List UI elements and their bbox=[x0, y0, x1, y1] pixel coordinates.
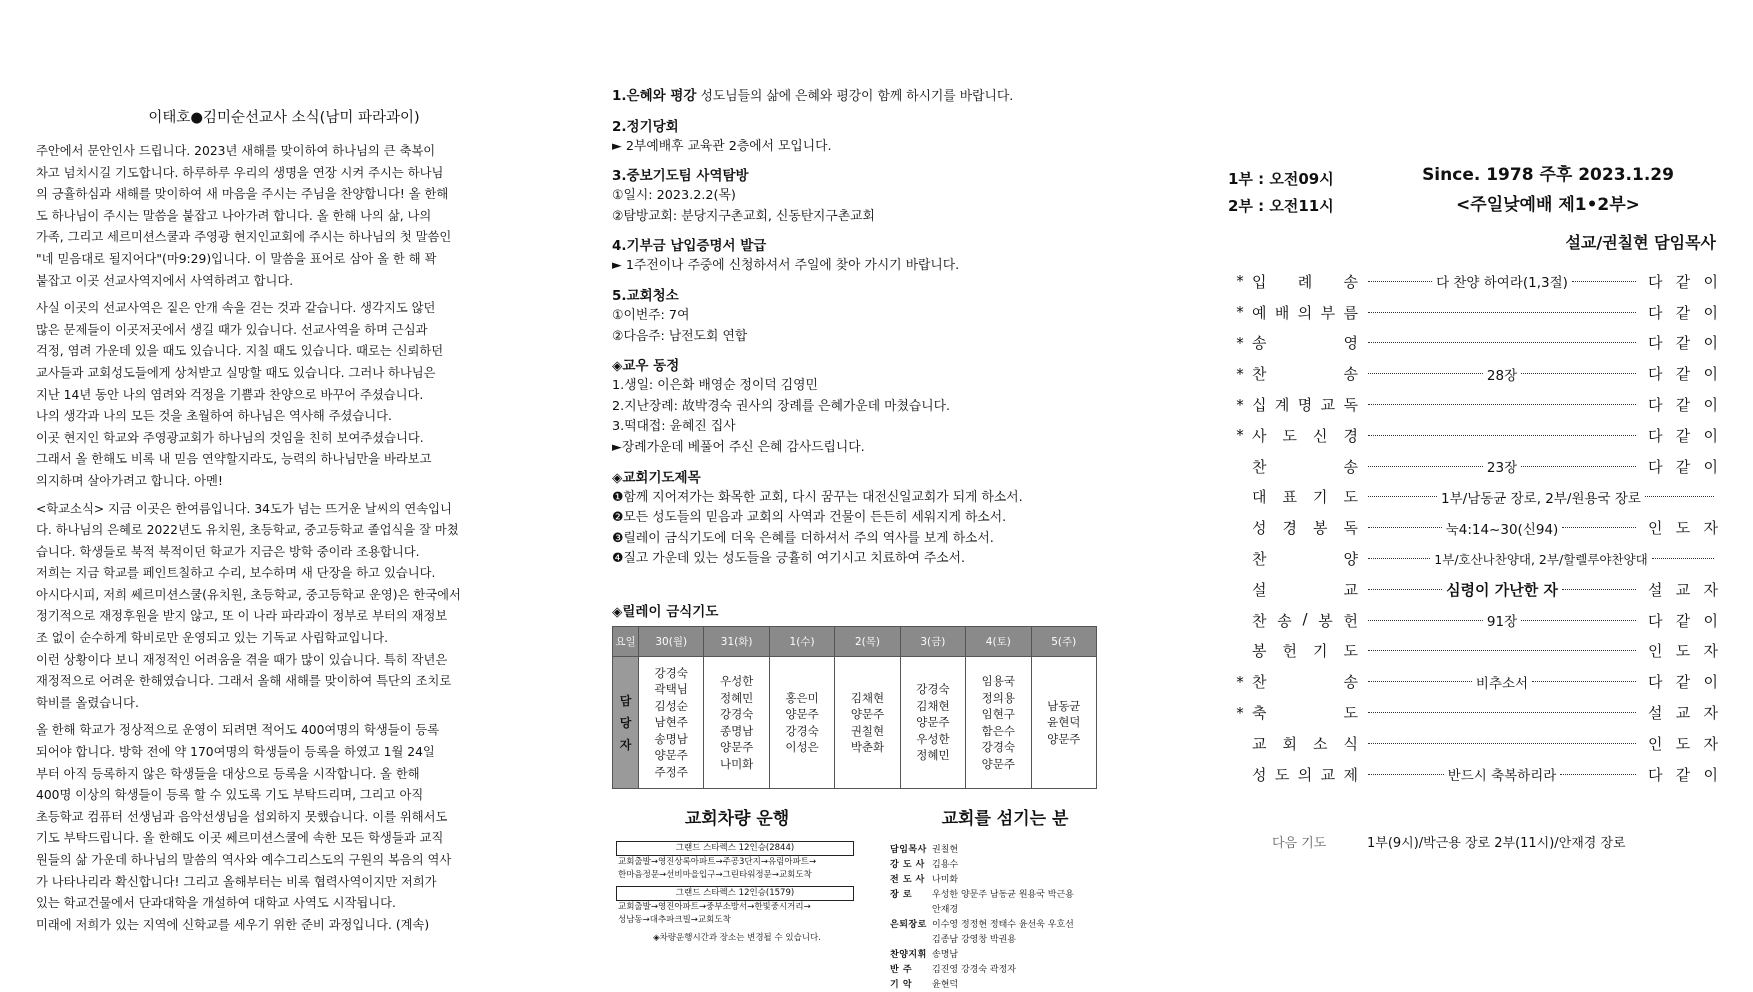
leader-dots bbox=[1521, 620, 1636, 621]
leader-dots bbox=[1368, 496, 1437, 497]
letter-line: 저희는 지금 학교를 페인트칠하고 수리, 보수하며 새 단장을 하고 있습니다. bbox=[36, 566, 436, 581]
standing-marker: * bbox=[1236, 272, 1244, 291]
service-time-2: 2부 : 오전11시 bbox=[1228, 197, 1334, 215]
servant-role bbox=[890, 933, 932, 948]
order-leader: 다 같 이 bbox=[1648, 426, 1718, 445]
next-prayer-label: 다음 기도 bbox=[1272, 836, 1327, 851]
service-title: <주일낮예배 제1•2부> bbox=[1456, 195, 1640, 215]
relay-header: 30(월) bbox=[639, 627, 704, 657]
announcement-line: ❹질고 가운데 있는 성도들을 긍휼히 여기시고 치료하여 주소서. bbox=[612, 551, 966, 567]
order-detail bbox=[1364, 342, 1640, 343]
missionary-letter bbox=[36, 106, 532, 942]
order-row bbox=[1228, 328, 1718, 359]
leader-dots bbox=[1521, 466, 1636, 467]
letter-line: 이곳 현지인 학교와 주영광교회가 하나님의 것임을 친히 보여주셨습니다. bbox=[36, 430, 424, 445]
servant-row bbox=[890, 858, 1120, 873]
relay-cell: 임용국 정의용 임현구 함은수 강경숙 양문주 bbox=[966, 657, 1031, 789]
order-row bbox=[1228, 666, 1718, 697]
letter-line: 400명 이상의 학생들이 등록 할 수 있도록 기도 부탁드리며, 그리고 아직 bbox=[36, 788, 424, 803]
order-row bbox=[1228, 543, 1718, 574]
servant-role: 찬양지휘 bbox=[890, 950, 927, 960]
leader-dots bbox=[1368, 281, 1432, 282]
servant-role: 반 주 bbox=[890, 965, 913, 975]
order-detail bbox=[1364, 712, 1640, 713]
leader-dots bbox=[1368, 312, 1636, 313]
letter-paragraph bbox=[36, 499, 532, 715]
servant-role: 전 도 사 bbox=[890, 875, 925, 885]
order-detail-text: 91장 bbox=[1486, 614, 1518, 631]
order-item: 찬 송 bbox=[1252, 673, 1358, 692]
letter-paragraph bbox=[36, 141, 532, 292]
order-item: 찬 송 bbox=[1252, 365, 1358, 384]
announcement-heading: 2.정기당회 bbox=[612, 118, 679, 135]
leader-dots bbox=[1368, 650, 1636, 651]
order-leader: 다 같 이 bbox=[1648, 365, 1718, 384]
relay-cell: 강경숙 곽택님 김성순 남현주 송명남 양문주 주정주 bbox=[639, 657, 704, 789]
church-servants bbox=[890, 804, 1120, 992]
order-item: 봉 헌 기 도 bbox=[1252, 642, 1358, 661]
servant-names: 김종남 강영창 박권용 bbox=[932, 935, 1016, 945]
letter-line: 미래에 저희가 있는 지역에 신학교를 세우기 위한 준비 과정입니다. (계속) bbox=[36, 917, 430, 932]
order-row bbox=[1228, 358, 1718, 389]
servant-row bbox=[890, 918, 1120, 933]
order-item: 입 례 송 bbox=[1252, 272, 1358, 291]
order-leader: 다 같 이 bbox=[1648, 611, 1718, 630]
letter-line: 올 한해 학교가 정상적으로 운영이 되려면 적어도 400여명의 학생들이 등록 bbox=[36, 723, 440, 738]
order-detail-text: 눅4:14~30(신94) bbox=[1445, 521, 1559, 538]
letter-line: 사실 이곳의 선교사역은 짙은 안개 속을 걷는 것과 같습니다. 생각지도 않던 bbox=[36, 301, 436, 316]
order-detail bbox=[1364, 487, 1718, 507]
relay-header: 1(수) bbox=[769, 627, 834, 657]
servant-names: 김용수 bbox=[932, 860, 959, 870]
leader-dots bbox=[1368, 342, 1636, 343]
order-detail-text: 1부/남동균 장로, 2부/원용국 장로 bbox=[1441, 490, 1641, 507]
order-detail bbox=[1364, 312, 1640, 313]
announcement-line: ►장례가운데 베풀어 주신 은혜 감사드립니다. bbox=[612, 439, 865, 455]
servant-names: 안재경 bbox=[932, 905, 959, 915]
order-detail bbox=[1364, 743, 1640, 744]
letter-line: 걱정, 염려 가운데 있을 때도 있습니다. 지칠 때도 있습니다. 때로는 신뢰하던 bbox=[36, 344, 444, 359]
servant-row bbox=[890, 933, 1120, 948]
order-detail bbox=[1364, 456, 1640, 476]
letter-line: 조 없이 순수하게 학비로만 운영되고 있는 기독교 사립학교입니다. bbox=[36, 631, 388, 646]
letter-paragraph bbox=[36, 720, 532, 936]
order-detail-text: 심령이 가난한 자 bbox=[1446, 580, 1558, 599]
servant-row bbox=[890, 948, 1120, 963]
servant-role: 장 로 bbox=[890, 890, 913, 900]
order-row bbox=[1228, 482, 1718, 513]
route-1-title: 그랜드 스타렉스 12인승(2844) bbox=[616, 841, 854, 856]
order-leader: 다 같 이 bbox=[1648, 396, 1718, 415]
car-title: 교회차량 운행 bbox=[684, 809, 790, 829]
letter-line: 되어야 합니다. 방학 전에 약 170여명의 학생들이 등록을 하였고 1월 24일 bbox=[36, 745, 435, 760]
announcement-heading: 3.중보기도팀 사역탐방 bbox=[612, 168, 749, 185]
order-leader: 설 교 자 bbox=[1648, 704, 1718, 723]
leader-dots bbox=[1368, 743, 1636, 744]
letter-line: 있는 학교건물에서 단과대학을 개설하여 대학교 사역도 시작됩니다. bbox=[36, 896, 396, 911]
announcement-grace bbox=[612, 86, 1142, 108]
route-line: 성남동→대추파크빌→교회도착 bbox=[618, 915, 731, 925]
relay-cell: 홍은미 양문주 강경숙 이성은 bbox=[769, 657, 834, 789]
servant-names: 권칠현 bbox=[932, 845, 959, 855]
next-prayer-text: 1부(9시)/박근용 장로 2부(11시)/안재경 장로 bbox=[1367, 836, 1626, 851]
order-leader: 인 도 자 bbox=[1648, 734, 1718, 753]
order-row bbox=[1228, 574, 1718, 605]
letter-line: 의 긍휼하심과 새해를 맞이하여 새 마음을 주시는 주님을 찬양합니다! 올 한해 bbox=[36, 187, 449, 202]
relay-cell: 우성한 정혜민 강경숙 종명남 양문주 나미화 bbox=[704, 657, 769, 789]
order-leader: 다 같 이 bbox=[1648, 673, 1718, 692]
servants-title: 교회를 섬기는 분 bbox=[941, 809, 1069, 829]
order-item: 성 도 의 교 제 bbox=[1252, 765, 1358, 784]
announcement-line: ► 1주전이나 주중에 신청하셔서 주일에 찾아 가시기 바랍니다. bbox=[612, 258, 960, 274]
letter-line: 부터 아직 등록하지 않은 학생들을 대상으로 등록을 시작합니다. 올 한해 bbox=[36, 766, 420, 781]
order-detail bbox=[1364, 764, 1640, 784]
letter-line: 재정적으로 어려운 한해였습니다. 그래서 올해 새해를 맞이하여 특단의 조치로 bbox=[36, 674, 452, 689]
order-detail-text: 비추소서 bbox=[1475, 675, 1529, 692]
order-leader: 다 같 이 bbox=[1648, 457, 1718, 476]
leader-dots bbox=[1368, 620, 1483, 621]
order-item: 예 배 의 부 름 bbox=[1252, 303, 1358, 322]
announcement-line: ❷모든 성도들의 믿음과 교회의 사역과 건물이 든든히 세워지게 하소서. bbox=[612, 510, 1007, 526]
letter-line: <학교소식> 지금 이곳은 한여름입니다. 34도가 넘는 뜨거운 날씨의 연속입니 bbox=[36, 501, 452, 516]
order-leader: 다 같 이 bbox=[1648, 272, 1718, 291]
order-row bbox=[1228, 297, 1718, 328]
announcement-intercession-team bbox=[612, 166, 1142, 227]
order-detail-text: 23장 bbox=[1486, 460, 1518, 477]
leader-dots bbox=[1368, 558, 1430, 559]
letter-line: 기도 부탁드립니다. 올 한해도 이곳 쎄르미션스쿨에 속한 모든 학생들과 교직 bbox=[36, 831, 444, 846]
order-item: 교 회 소 식 bbox=[1252, 734, 1358, 753]
order-item: 찬 송 bbox=[1252, 457, 1358, 476]
service-times bbox=[1228, 166, 1334, 220]
announcement-heading: ◈교우 동정 bbox=[612, 358, 680, 375]
announcement-line: ❸릴레이 금식기도에 더욱 은혜를 더하셔서 주의 역사를 보게 하소서. bbox=[612, 530, 994, 546]
announcement-line: 1.생일: 이은화 배영순 정이덕 김영민 bbox=[612, 378, 818, 394]
church-vehicle-schedule bbox=[612, 804, 862, 943]
letter-line: 원들의 삶 가운데 하나님의 말씀의 역사와 예수그리스도의 구원의 복음의 역사 bbox=[36, 853, 452, 867]
announcement-line: 2.지난장례: 故박경숙 권사의 장례를 은혜가운데 마쳤습니다. bbox=[612, 398, 951, 414]
announcement-line: ②탐방교회: 분당지구촌교회, 신동탄지구촌교회 bbox=[612, 208, 875, 224]
order-item: 설 교 bbox=[1252, 580, 1358, 599]
order-leader: 다 같 이 bbox=[1648, 303, 1718, 322]
order-row bbox=[1228, 266, 1718, 297]
servant-names: 윤현덕 bbox=[932, 980, 959, 990]
servant-names: 우성한 양문주 남동균 원용국 박근용 bbox=[932, 890, 1074, 900]
relay-header: 요일 bbox=[613, 627, 639, 657]
leader-dots bbox=[1368, 681, 1472, 682]
letter-line: 지난 14년 동안 나의 염려와 걱정을 기쁨과 찬양으로 바꾸어 주셨습니다. bbox=[36, 387, 424, 402]
relay-header: 3(금) bbox=[900, 627, 965, 657]
leader-dots bbox=[1368, 712, 1636, 713]
order-row bbox=[1228, 697, 1718, 728]
order-detail bbox=[1364, 550, 1718, 568]
order-detail bbox=[1364, 404, 1640, 405]
route-2-title: 그랜드 스타렉스 12인승(1579) bbox=[616, 886, 854, 901]
servant-names: 송명남 bbox=[932, 950, 959, 960]
letter-line: 주안에서 문안인사 드립니다. 2023년 새해를 맞이하여 하나님의 큰 축복이 bbox=[36, 144, 436, 158]
order-detail bbox=[1364, 650, 1640, 651]
announcement-heading: 1.은혜와 평강 bbox=[612, 88, 697, 104]
order-item: 십 계 명 교 독 bbox=[1252, 396, 1358, 415]
order-detail bbox=[1364, 435, 1640, 436]
order-item: 대 표 기 도 bbox=[1252, 488, 1358, 507]
order-item: 사 도 신 경 bbox=[1252, 426, 1358, 445]
servants-list bbox=[890, 843, 1120, 992]
letter-body bbox=[36, 141, 532, 936]
order-detail bbox=[1364, 579, 1640, 600]
order-row bbox=[1228, 636, 1718, 667]
leader-dots bbox=[1368, 373, 1483, 374]
announcement-donation-receipt bbox=[612, 236, 1142, 277]
relay-cell: 남동균 윤현덕 양문주 bbox=[1031, 657, 1096, 789]
servant-role: 담임목사 bbox=[890, 845, 927, 855]
servant-names: 김진영 강경숙 곽정자 bbox=[932, 965, 1016, 975]
leader-dots bbox=[1572, 281, 1636, 282]
next-prayer bbox=[1272, 832, 1626, 851]
announcement-line: ► 2부예배후 교육관 2층에서 모입니다. bbox=[612, 138, 832, 154]
announcement-heading: 4.기부금 납입증명서 발급 bbox=[612, 238, 767, 255]
letter-line: 나의 생각과 나의 모든 것을 초월하여 하나님은 역사해 주셨습니다. bbox=[36, 409, 392, 424]
order-leader: 설 교 자 bbox=[1648, 580, 1718, 599]
letter-line: 정기적으로 재정후원을 받지 않고, 또 이 나라 파라과이 정부로 부터의 재정보 bbox=[36, 609, 448, 624]
standing-marker: * bbox=[1236, 426, 1244, 445]
order-item: 축 도 bbox=[1252, 704, 1358, 723]
order-detail bbox=[1364, 518, 1640, 538]
announcement-line: ❶함께 지어져가는 화목한 교회, 다시 꿈꾸는 대전신일교회가 되게 하소서. bbox=[612, 489, 1023, 505]
letter-line: 도 하나님이 주시는 말씀을 붙잡고 나아가려 합니다. 올 한해 나의 삶, 나의 bbox=[36, 208, 432, 223]
order-detail-text: 28장 bbox=[1486, 367, 1518, 384]
letter-paragraph bbox=[36, 298, 532, 492]
route-line: 한마음정문→선비마을입구→그린타워정문→교회도착 bbox=[618, 870, 812, 880]
announcement-line: ②다음주: 남전도회 연합 bbox=[612, 328, 748, 344]
order-item: 찬 양 bbox=[1252, 550, 1358, 569]
order-row bbox=[1228, 605, 1718, 636]
leader-dots bbox=[1521, 373, 1636, 374]
order-item: 성 경 봉 독 bbox=[1252, 519, 1358, 538]
announcement-line: ①이번주: 7여 bbox=[612, 307, 690, 323]
route-line: 교회출발→영진아파트→중부소방서→한빛중시거리→ bbox=[618, 902, 811, 912]
since-date-line: Since. 1978 주후 2023.1.29 bbox=[1422, 165, 1674, 185]
relay-header: 2(목) bbox=[835, 627, 900, 657]
order-detail bbox=[1364, 271, 1640, 291]
announcement-line: ①일시: 2023.2.2(목) bbox=[612, 188, 736, 204]
relay-cell: 강경숙 김채현 양문주 우성한 정혜민 bbox=[900, 657, 965, 789]
order-row bbox=[1228, 728, 1718, 759]
letter-line: "네 믿음대로 될지어다"(마9:29)입니다. 이 말씀을 표어로 삼아 올 한 해 꽉 bbox=[36, 251, 437, 266]
order-row bbox=[1228, 420, 1718, 451]
letter-line: 많은 문제들이 이곳저곳에서 생길 때가 있습니다. 선교사역을 하며 근심과 bbox=[36, 322, 428, 337]
announcement-session bbox=[612, 117, 1142, 158]
leader-dots bbox=[1560, 774, 1636, 775]
servant-names: 나미화 bbox=[932, 875, 959, 885]
route-line: 교회출발→영진상록아파트→주공3단지→유림아파트→ bbox=[618, 857, 817, 867]
standing-marker: * bbox=[1236, 395, 1244, 414]
leader-dots bbox=[1368, 774, 1444, 775]
order-detail bbox=[1364, 610, 1640, 630]
leader-dots bbox=[1368, 466, 1483, 467]
relay-row-label: 담 당 자 bbox=[613, 657, 639, 789]
announcement-heading: ◈교회기도제목 bbox=[612, 469, 701, 486]
leader-dots bbox=[1562, 589, 1636, 590]
order-row bbox=[1228, 759, 1718, 790]
relay-header: 5(주) bbox=[1031, 627, 1096, 657]
leader-dots bbox=[1368, 527, 1442, 528]
letter-line: 가족, 그리고 세르미션스쿨과 주영광 현지인교회에 주시는 하나님의 첫 말씀인 bbox=[36, 230, 452, 245]
standing-marker: * bbox=[1236, 333, 1244, 352]
leader-dots bbox=[1645, 496, 1714, 497]
relay-fasting-prayer bbox=[612, 600, 1097, 789]
standing-marker: * bbox=[1236, 703, 1244, 722]
servant-row bbox=[890, 843, 1120, 858]
servant-role: 은퇴장로 bbox=[890, 920, 927, 930]
servant-row bbox=[890, 873, 1120, 888]
relay-cell: 김채현 양문주 권칠현 박춘화 bbox=[835, 657, 900, 789]
order-row bbox=[1228, 451, 1718, 482]
letter-line: 학비를 올렸습니다. bbox=[36, 695, 139, 710]
standing-marker: * bbox=[1236, 672, 1244, 691]
preacher: 설교/권칠현 담임목사 bbox=[1565, 233, 1716, 252]
service-time-1: 1부 : 오전09시 bbox=[1228, 170, 1334, 188]
announcement-member-news bbox=[612, 356, 1142, 458]
leader-dots bbox=[1368, 589, 1442, 590]
announcement-heading: 5.교회청소 bbox=[612, 287, 679, 304]
order-row bbox=[1228, 512, 1718, 543]
order-of-worship bbox=[1228, 266, 1718, 790]
letter-line: 이런 상황이다 보니 재정적인 어려움을 겪을 때가 많이 있습니다. 특히 작년은 bbox=[36, 652, 448, 667]
order-item: 송 영 bbox=[1252, 334, 1358, 353]
order-leader: 인 도 자 bbox=[1648, 519, 1718, 538]
order-leader: 다 같 이 bbox=[1648, 765, 1718, 784]
servant-row bbox=[890, 963, 1120, 978]
announcement-text: 성도님들의 삶에 은혜와 평강이 함께 하시기를 바랍니다. bbox=[696, 89, 1014, 104]
service-header bbox=[1398, 160, 1698, 220]
car-note: ◈차량운행시간과 장소는 변경될 수 있습니다. bbox=[653, 933, 821, 943]
announcement-cleaning bbox=[612, 286, 1142, 347]
announcement-prayer-topics bbox=[612, 468, 1142, 570]
relay-table bbox=[612, 626, 1097, 789]
letter-line: 그래서 올 한해도 비록 내 믿음 연약할지라도, 능력의 하나님만을 바라보고 bbox=[36, 452, 432, 467]
servant-row bbox=[890, 903, 1120, 918]
letter-line: 차고 넘치시길 기도합니다. 하루하루 우리의 생명을 연장 시켜 주시는 하나님 bbox=[36, 165, 444, 180]
order-row bbox=[1228, 389, 1718, 420]
relay-header: 4(토) bbox=[966, 627, 1031, 657]
servant-row bbox=[890, 888, 1120, 903]
standing-marker: * bbox=[1236, 303, 1244, 322]
servant-row bbox=[890, 978, 1120, 992]
standing-marker: * bbox=[1236, 364, 1244, 383]
letter-line: 습니다. 학생들로 북적 북적이던 학교가 지금은 방학 중이라 조용합니다. bbox=[36, 544, 420, 559]
announcements bbox=[612, 86, 1142, 579]
servant-names: 이수영 정정현 정태수 윤선욱 우호선 bbox=[932, 920, 1074, 930]
leader-dots bbox=[1652, 558, 1714, 559]
order-detail bbox=[1364, 672, 1640, 692]
letter-line: 붙잡고 이곳 선교사역지에서 사역하려고 합니다. bbox=[36, 273, 294, 288]
letter-line: 의지하며 살아가려고 합니다. 아멘! bbox=[36, 473, 223, 488]
order-item: 찬 송 / 봉 헌 bbox=[1252, 609, 1358, 630]
relay-title: ◈릴레이 금식기도 bbox=[612, 604, 719, 620]
letter-line: 다. 하나님의 은혜로 2022년도 유치원, 초등학교, 중고등학교 졸업식을 잘 마쳤 bbox=[36, 523, 459, 538]
order-detail-text: 1부/호산나찬양대, 2부/할렐루야찬양대 bbox=[1434, 551, 1648, 567]
leader-dots bbox=[1532, 681, 1636, 682]
relay-header: 31(화) bbox=[704, 627, 769, 657]
order-detail-text: 다 찬양 하여라(1,3절) bbox=[1436, 275, 1568, 292]
announcement-line: 3.떡대접: 윤혜진 집사 bbox=[612, 419, 736, 435]
order-detail bbox=[1364, 364, 1640, 384]
servant-role: 기 악 bbox=[890, 980, 913, 990]
leader-dots bbox=[1562, 527, 1636, 528]
letter-line: 교사들과 교회성도들에게 상처받고 실망할 때도 있습니다. 그러나 하나님은 bbox=[36, 365, 436, 380]
servant-role: 강 도 사 bbox=[890, 860, 925, 870]
leader-dots bbox=[1368, 404, 1636, 405]
order-leader: 다 같 이 bbox=[1648, 334, 1718, 353]
letter-title: 이태호●김미순선교사 소식(남미 파라과이) bbox=[148, 110, 420, 126]
letter-line: 가 나타나리라 확신합니다! 그리고 올해부터는 비록 협력사역이지만 저희가 bbox=[36, 874, 437, 889]
letter-line: 아시다시피, 저희 쎄르미션스쿨(유치원, 초등학교, 중고등학교 운영)은 한국에서 bbox=[36, 587, 461, 602]
order-leader: 인 도 자 bbox=[1648, 642, 1718, 661]
servant-role bbox=[890, 903, 932, 918]
leader-dots bbox=[1368, 435, 1636, 436]
order-detail-text: 반드시 축복하리라 bbox=[1447, 768, 1557, 785]
letter-line: 초등학교 컴퓨터 선생님과 음악선생님을 섭외하지 못했습니다. 이를 위해서도 bbox=[36, 809, 448, 824]
